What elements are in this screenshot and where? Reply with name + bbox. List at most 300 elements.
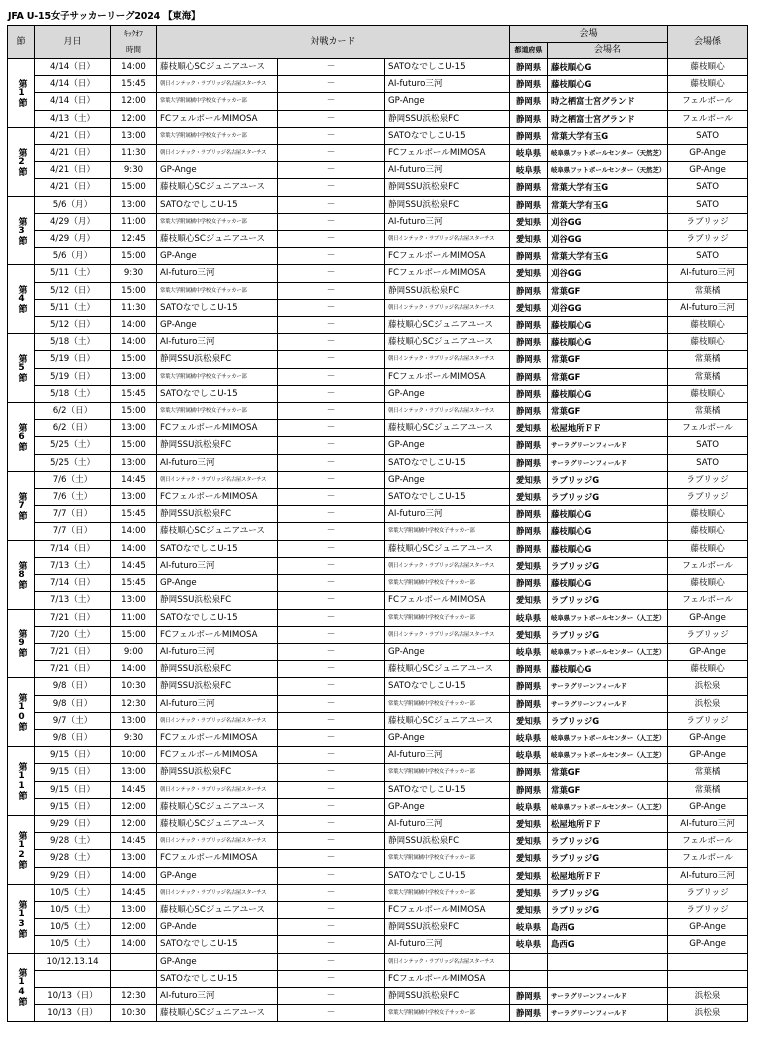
versus-dash: －	[278, 213, 385, 230]
match-row	[8, 815, 748, 832]
away-team: FCフェルボールMIMOSA	[385, 970, 510, 987]
match-date: 4/21（日）	[35, 162, 111, 179]
venue-staff: SATO	[668, 454, 748, 471]
kickoff-time: 15:00	[111, 282, 157, 299]
prefecture: 岐阜県	[510, 798, 548, 815]
match-date: 4/29（月）	[35, 213, 111, 230]
match-date: 10/13（日）	[35, 987, 111, 1004]
prefecture: 岐阜県	[510, 643, 548, 660]
match-row	[8, 368, 748, 385]
kickoff-time: 9:00	[111, 643, 157, 660]
versus-dash: －	[278, 351, 385, 368]
venue-staff: 常葉橘	[668, 282, 748, 299]
venue-staff: 常葉橘	[668, 403, 748, 420]
venue-name: 藤枝順心G	[548, 661, 668, 678]
venue-name: 松屋地所ＦＦ	[548, 420, 668, 437]
match-date: 4/21（日）	[35, 145, 111, 162]
venue-name: 刈谷GG	[548, 265, 668, 282]
venue-name: 藤枝順心G	[548, 317, 668, 334]
venue-staff: 常葉橘	[668, 781, 748, 798]
away-team: 朝日インテック・ラブリッジ名古屋スターチス	[385, 953, 510, 970]
away-team: 静岡SSU浜松泉FC	[385, 110, 510, 127]
prefecture: 愛知県	[510, 420, 548, 437]
kickoff-time: 14:00	[111, 334, 157, 351]
kickoff-time: 13:00	[111, 489, 157, 506]
prefecture: 静岡県	[510, 196, 548, 213]
kickoff-time: 14:45	[111, 557, 157, 574]
header-kickoff-top: ｷｯｸｵﾌ	[124, 29, 143, 38]
home-team: 朝日インテック・ラブリッジ名古屋スターチス	[157, 471, 278, 488]
match-date	[35, 970, 111, 987]
match-row	[8, 334, 748, 351]
versus-dash: －	[278, 282, 385, 299]
match-date: 9/8（日）	[35, 695, 111, 712]
away-team: SATOなでしこU-15	[385, 867, 510, 884]
kickoff-time: 15:00	[111, 626, 157, 643]
home-team: 静岡SSU浜松泉FC	[157, 506, 278, 523]
venue-staff: 常葉橘	[668, 764, 748, 781]
home-team: 藤枝順心SCジュニアユース	[157, 59, 278, 76]
away-team: AI-futuro三河	[385, 76, 510, 93]
home-team: 静岡SSU浜松泉FC	[157, 661, 278, 678]
match-row	[8, 59, 748, 76]
home-team: FCフェルボールMIMOSA	[157, 489, 278, 506]
versus-dash: －	[278, 179, 385, 196]
match-row	[8, 196, 748, 213]
venue-staff: フェルボール	[668, 557, 748, 574]
prefecture: 愛知県	[510, 712, 548, 729]
away-team: FCフェルボールMIMOSA	[385, 592, 510, 609]
match-date: 4/21（日）	[35, 179, 111, 196]
home-team: AI-futuro三河	[157, 987, 278, 1004]
match-date: 9/29（日）	[35, 867, 111, 884]
prefecture: 静岡県	[510, 540, 548, 557]
kickoff-time: 15:45	[111, 385, 157, 402]
home-team: GP-Ande	[157, 919, 278, 936]
round-label: 第10節	[8, 678, 35, 747]
away-team: GP-Ange	[385, 385, 510, 402]
round-label: 第7節	[8, 471, 35, 540]
versus-dash: －	[278, 127, 385, 144]
kickoff-time: 13:00	[111, 454, 157, 471]
venue-name: 時之栖富士宮グランド	[548, 110, 668, 127]
versus-dash: －	[278, 781, 385, 798]
away-team: 朝日インテック・ラブリッジ名古屋スターチス	[385, 299, 510, 316]
kickoff-time: 14:00	[111, 540, 157, 557]
away-team: 藤枝順心SCジュニアユース	[385, 661, 510, 678]
match-row	[8, 145, 748, 162]
match-date: 9/8（日）	[35, 729, 111, 746]
venue-name: 常葉大学有玉G	[548, 179, 668, 196]
header-venue-name: 会場名	[548, 43, 668, 59]
kickoff-time: 13:00	[111, 420, 157, 437]
venue-staff: SATO	[668, 179, 748, 196]
prefecture: 静岡県	[510, 282, 548, 299]
match-row	[8, 265, 748, 282]
versus-dash: －	[278, 643, 385, 660]
venue-staff: 常葉橘	[668, 351, 748, 368]
venue-name: 岐阜県フットボールセンター（人工芝）	[548, 798, 668, 815]
venue-staff: ラブリッジ	[668, 884, 748, 901]
prefecture: 静岡県	[510, 110, 548, 127]
prefecture: 愛知県	[510, 299, 548, 316]
prefecture: 静岡県	[510, 93, 548, 110]
away-team: AI-futuro三河	[385, 506, 510, 523]
venue-staff: GP-Ange	[668, 936, 748, 953]
home-team: 朝日インテック・ラブリッジ名古屋スターチス	[157, 833, 278, 850]
match-row	[8, 162, 748, 179]
versus-dash: －	[278, 1005, 385, 1022]
away-team: 常葉大学附属橘中学校女子サッカー部	[385, 764, 510, 781]
match-date: 7/6（土）	[35, 489, 111, 506]
match-row	[8, 76, 748, 93]
versus-dash: －	[278, 489, 385, 506]
venue-staff: 藤枝順心	[668, 575, 748, 592]
prefecture: 静岡県	[510, 678, 548, 695]
venue-staff: AI-futuro三河	[668, 265, 748, 282]
versus-dash: －	[278, 145, 385, 162]
round-label: 第2節	[8, 127, 35, 196]
versus-dash: －	[278, 798, 385, 815]
match-row	[8, 403, 748, 420]
venue-staff: フェルボール	[668, 833, 748, 850]
home-team: 常葉大学附属橘中学校女子サッカー部	[157, 282, 278, 299]
kickoff-time: 12:00	[111, 798, 157, 815]
venue-staff: GP-Ange	[668, 145, 748, 162]
away-team: SATOなでしこU-15	[385, 678, 510, 695]
kickoff-time: 15:00	[111, 437, 157, 454]
kickoff-time: 12:00	[111, 815, 157, 832]
kickoff-time: 13:00	[111, 712, 157, 729]
away-team: 藤枝順心SCジュニアユース	[385, 334, 510, 351]
home-team: 朝日インテック・ラブリッジ名古屋スターチス	[157, 145, 278, 162]
venue-staff: SATO	[668, 127, 748, 144]
home-team: AI-futuro三河	[157, 695, 278, 712]
venue-name: 常葉GF	[548, 282, 668, 299]
prefecture: 岐阜県	[510, 162, 548, 179]
home-team: AI-futuro三河	[157, 265, 278, 282]
kickoff-time: 13:00	[111, 592, 157, 609]
match-row	[8, 420, 748, 437]
versus-dash: －	[278, 368, 385, 385]
match-row	[8, 127, 748, 144]
venue-name: 岐阜県フットボールセンター（人工芝）	[548, 729, 668, 746]
venue-staff: 藤枝順心	[668, 317, 748, 334]
prefecture: 静岡県	[510, 506, 548, 523]
away-team: FCフェルボールMIMOSA	[385, 248, 510, 265]
prefecture: 愛知県	[510, 213, 548, 230]
match-row	[8, 919, 748, 936]
match-row	[8, 798, 748, 815]
kickoff-time: 10:00	[111, 747, 157, 764]
prefecture: 静岡県	[510, 764, 548, 781]
versus-dash: －	[278, 695, 385, 712]
venue-name: 常葉大学有玉G	[548, 196, 668, 213]
venue-staff: ラブリッジ	[668, 712, 748, 729]
away-team: SATOなでしこU-15	[385, 781, 510, 798]
venue-name: 常葉大学有玉G	[548, 248, 668, 265]
versus-dash: －	[278, 59, 385, 76]
match-row	[8, 110, 748, 127]
versus-dash: －	[278, 678, 385, 695]
prefecture: 愛知県	[510, 471, 548, 488]
round-label: 第13節	[8, 884, 35, 953]
prefecture: 静岡県	[510, 385, 548, 402]
home-team: 朝日インテック・ラブリッジ名古屋スターチス	[157, 712, 278, 729]
kickoff-time: 12:30	[111, 987, 157, 1004]
kickoff-time: 12:00	[111, 93, 157, 110]
home-team: GP-Ange	[157, 575, 278, 592]
match-date: 7/14（日）	[35, 575, 111, 592]
venue-name: ラブリッジG	[548, 489, 668, 506]
away-team: 藤枝順心SCジュニアユース	[385, 317, 510, 334]
kickoff-time: 14:00	[111, 59, 157, 76]
kickoff-time: 9:30	[111, 162, 157, 179]
schedule-body	[8, 59, 748, 1022]
venue-staff: GP-Ange	[668, 643, 748, 660]
kickoff-time: 13:00	[111, 196, 157, 213]
match-date: 4/29（月）	[35, 231, 111, 248]
match-date: 10/5（土）	[35, 901, 111, 918]
away-team: 常葉大学附属橘中学校女子サッカー部	[385, 523, 510, 540]
match-date: 9/15（日）	[35, 781, 111, 798]
round-label: 第6節	[8, 403, 35, 472]
venue-name: ラブリッジG	[548, 712, 668, 729]
prefecture: 愛知県	[510, 815, 548, 832]
venue-staff: AI-futuro三河	[668, 815, 748, 832]
home-team: 静岡SSU浜松泉FC	[157, 678, 278, 695]
kickoff-time: 14:00	[111, 936, 157, 953]
match-date: 7/7（日）	[35, 523, 111, 540]
match-row	[8, 471, 748, 488]
match-date: 7/21（日）	[35, 661, 111, 678]
kickoff-time: 12:45	[111, 231, 157, 248]
versus-dash: －	[278, 850, 385, 867]
match-date: 9/7（土）	[35, 712, 111, 729]
match-row	[8, 248, 748, 265]
venue-staff: GP-Ange	[668, 729, 748, 746]
kickoff-time: 14:00	[111, 523, 157, 540]
venue-name: ラブリッジG	[548, 471, 668, 488]
venue-name: サーラグリーンフィールド	[548, 454, 668, 471]
away-team: 静岡SSU浜松泉FC	[385, 196, 510, 213]
venue-staff: 浜松泉	[668, 987, 748, 1004]
match-row	[8, 299, 748, 316]
prefecture: 静岡県	[510, 454, 548, 471]
match-date: 10/5（土）	[35, 936, 111, 953]
away-team: 静岡SSU浜松泉FC	[385, 282, 510, 299]
prefecture	[510, 970, 548, 987]
versus-dash: －	[278, 747, 385, 764]
match-row	[8, 1005, 748, 1022]
match-row	[8, 506, 748, 523]
versus-dash: －	[278, 93, 385, 110]
match-date: 5/11（土）	[35, 265, 111, 282]
match-row	[8, 643, 748, 660]
prefecture: 愛知県	[510, 231, 548, 248]
away-team: GP-Ange	[385, 437, 510, 454]
match-row	[8, 781, 748, 798]
kickoff-time: 9:30	[111, 265, 157, 282]
home-team: AI-futuro三河	[157, 643, 278, 660]
home-team: 藤枝順心SCジュニアユース	[157, 231, 278, 248]
versus-dash: －	[278, 626, 385, 643]
versus-dash: －	[278, 265, 385, 282]
match-date: 9/29（日）	[35, 815, 111, 832]
venue-name: 藤枝順心G	[548, 575, 668, 592]
kickoff-time: 13:00	[111, 127, 157, 144]
venue-name: 藤枝順心G	[548, 523, 668, 540]
venue-name: サーラグリーンフィールド	[548, 695, 668, 712]
home-team: GP-Ange	[157, 953, 278, 970]
match-date: 7/6（土）	[35, 471, 111, 488]
venue-staff	[668, 953, 748, 970]
home-team: 常葉大学附属橘中学校女子サッカー部	[157, 127, 278, 144]
away-team: AI-futuro三河	[385, 936, 510, 953]
venue-staff: ラブリッジ	[668, 626, 748, 643]
match-row	[8, 712, 748, 729]
versus-dash: －	[278, 764, 385, 781]
prefecture: 静岡県	[510, 179, 548, 196]
kickoff-time: 10:30	[111, 678, 157, 695]
venue-name: サーラグリーンフィールド	[548, 987, 668, 1004]
versus-dash: －	[278, 592, 385, 609]
venue-name: ラブリッジG	[548, 833, 668, 850]
venue-staff: フェルボール	[668, 93, 748, 110]
versus-dash: －	[278, 609, 385, 626]
match-row	[8, 213, 748, 230]
match-date: 9/28（土）	[35, 833, 111, 850]
match-row	[8, 557, 748, 574]
home-team: FCフェルボールMIMOSA	[157, 729, 278, 746]
prefecture: 静岡県	[510, 59, 548, 76]
match-date: 7/21（日）	[35, 609, 111, 626]
venue-name: 常葉GF	[548, 351, 668, 368]
home-team: FCフェルボールMIMOSA	[157, 110, 278, 127]
kickoff-time: 11:00	[111, 609, 157, 626]
match-date: 7/7（日）	[35, 506, 111, 523]
match-date: 5/18（土）	[35, 385, 111, 402]
prefecture: 愛知県	[510, 626, 548, 643]
match-row	[8, 747, 748, 764]
kickoff-time: 14:45	[111, 471, 157, 488]
venue-staff: 藤枝順心	[668, 661, 748, 678]
kickoff-time: 13:00	[111, 368, 157, 385]
match-row	[8, 179, 748, 196]
prefecture: 岐阜県	[510, 747, 548, 764]
home-team: 静岡SSU浜松泉FC	[157, 437, 278, 454]
versus-dash: －	[278, 953, 385, 970]
prefecture: 岐阜県	[510, 936, 548, 953]
versus-dash: －	[278, 540, 385, 557]
venue-staff: フェルボール	[668, 592, 748, 609]
versus-dash: －	[278, 833, 385, 850]
match-date: 4/14（日）	[35, 59, 111, 76]
match-date: 7/21（日）	[35, 643, 111, 660]
header-prefecture: 都道府県	[510, 43, 548, 59]
match-date: 5/6（月）	[35, 248, 111, 265]
match-date: 6/2（日）	[35, 403, 111, 420]
home-team: GP-Ange	[157, 317, 278, 334]
venue-staff: AI-futuro三河	[668, 299, 748, 316]
match-row	[8, 901, 748, 918]
versus-dash: －	[278, 884, 385, 901]
away-team: AI-futuro三河	[385, 815, 510, 832]
venue-name: 藤枝順心G	[548, 334, 668, 351]
home-team: SATOなでしこU-15	[157, 970, 278, 987]
away-team: AI-futuro三河	[385, 162, 510, 179]
versus-dash: －	[278, 970, 385, 987]
prefecture: 静岡県	[510, 248, 548, 265]
kickoff-time: 14:00	[111, 317, 157, 334]
match-date: 4/13（土）	[35, 110, 111, 127]
kickoff-time	[111, 953, 157, 970]
home-team: SATOなでしこU-15	[157, 196, 278, 213]
away-team: 静岡SSU浜松泉FC	[385, 987, 510, 1004]
prefecture: 静岡県	[510, 351, 548, 368]
prefecture: 静岡県	[510, 317, 548, 334]
prefecture: 愛知県	[510, 557, 548, 574]
home-team: 藤枝順心SCジュニアユース	[157, 798, 278, 815]
prefecture: 静岡県	[510, 661, 548, 678]
prefecture	[510, 953, 548, 970]
prefecture: 愛知県	[510, 833, 548, 850]
venue-name: 刈谷GG	[548, 213, 668, 230]
home-team: AI-futuro三河	[157, 557, 278, 574]
prefecture: 静岡県	[510, 1005, 548, 1022]
away-team: 朝日インテック・ラブリッジ名古屋スターチス	[385, 351, 510, 368]
match-row	[8, 729, 748, 746]
venue-staff: 浜松泉	[668, 695, 748, 712]
home-team: SATOなでしこU-15	[157, 609, 278, 626]
match-date: 7/20（土）	[35, 626, 111, 643]
header-kickoff-bottom: 時間	[126, 45, 141, 54]
venue-name: 刈谷GG	[548, 299, 668, 316]
round-label: 第5節	[8, 334, 35, 403]
away-team: 常葉大学附属橘中学校女子サッカー部	[385, 575, 510, 592]
venue-staff: ラブリッジ	[668, 901, 748, 918]
away-team: 常葉大学附属橘中学校女子サッカー部	[385, 695, 510, 712]
venue-name: サーラグリーンフィールド	[548, 1005, 668, 1022]
kickoff-time: 15:00	[111, 351, 157, 368]
match-row	[8, 575, 748, 592]
venue-staff: GP-Ange	[668, 919, 748, 936]
match-row	[8, 833, 748, 850]
kickoff-time: 14:45	[111, 884, 157, 901]
prefecture: 愛知県	[510, 850, 548, 867]
away-team: AI-futuro三河	[385, 747, 510, 764]
venue-staff: 藤枝順心	[668, 385, 748, 402]
versus-dash: －	[278, 334, 385, 351]
match-row	[8, 454, 748, 471]
prefecture: 静岡県	[510, 781, 548, 798]
match-date: 5/25（土）	[35, 454, 111, 471]
prefecture: 静岡県	[510, 368, 548, 385]
kickoff-time: 10:30	[111, 1005, 157, 1022]
home-team: 藤枝順心SCジュニアユース	[157, 523, 278, 540]
home-team: 朝日インテック・ラブリッジ名古屋スターチス	[157, 781, 278, 798]
home-team: 静岡SSU浜松泉FC	[157, 351, 278, 368]
kickoff-time	[111, 970, 157, 987]
away-team: 静岡SSU浜松泉FC	[385, 833, 510, 850]
venue-staff	[668, 970, 748, 987]
versus-dash: －	[278, 936, 385, 953]
kickoff-time: 15:00	[111, 179, 157, 196]
venue-name: 藤枝順心G	[548, 540, 668, 557]
prefecture: 静岡県	[510, 403, 548, 420]
venue-staff: 浜松泉	[668, 678, 748, 695]
header-match: 対戦カード	[157, 26, 510, 59]
